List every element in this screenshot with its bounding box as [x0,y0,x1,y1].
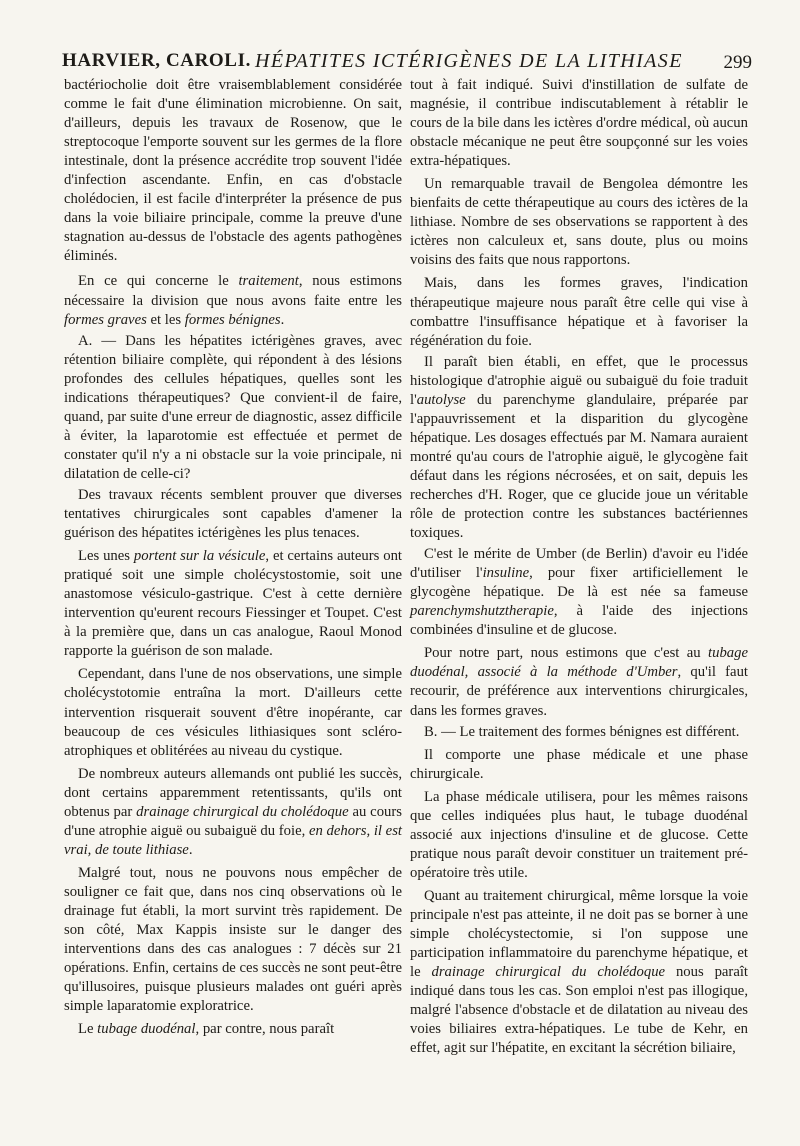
right-paragraph-4 [410,353,748,543]
text-run: Quant au traitement chirurgical, même lorsque la voie principale n'est pas atteinte, il ne doit pas se borner à une simple cholécystectomie, si l'on suppose une participation inflammatoire du parenchyme hépatique, et le [410,887,748,981]
left-paragraph-5 [64,547,402,661]
emphasis-drainage: drainage chirurgical du cholédoque [136,803,349,820]
text-run: . [280,311,285,328]
text-run: De nombreux auteurs allemands ont publié les succès, dont certains apparemment retentissants, qu'ils ont obtenus par [64,765,402,820]
right-paragraph-8: Il comporte une phase médicale et une phase chirurgicale. [410,746,748,782]
text-run: , qu'il faut recourir, de préférence aux interventions chirurgicales, dans les formes graves. [410,664,748,719]
left-paragraph-1: bactériocholie doit être vraisemblablement considérée comme le fait d'une élimination microbienne. On sait, d'ailleurs, depuis les travaux de Rosenow, que le streptocoque l'emporte souvent sur les germes de la flore intestinale, dont la présence accrédite trop souvent l'idée d'infection ascendante. Enfin, en cas d'obstacle cholédocien, il est facile d'interpréter la présence de pus dans la voie biliaire principale, comme la preuve d'une stagnation au-dessus de l'obstacle des agents pathogènes éliminés. [64,77,402,265]
text-run: nous paraît indiqué dans tous les cas. Son emploi n'est pas illogique, malgré l'absence d'obstacle et de dilatation au niveau des voies biliaires extra-hépatiques. Le tube de Kehr, en effet, agit sur l'hépatite, en excitant la sécrétion biliaire, [410,964,749,1057]
emphasis-insuline: insuline [482,565,530,582]
emphasis-traitement: traitement [238,273,299,290]
text-run: , et certains auteurs ont pratiqué soit une simple cholécystostomie, soit une anastomose vésiculo-gastrique. C'est à cette dernière intervention qu'eurent recours Fiessinger et Toupet. C'est à la première que, dans un cas analogue, Raoul Monod rapporte la guérison de son malade. [64,548,402,660]
page-number: 299 [723,52,752,73]
text-run: Il paraît bien établi, en effet, que le processus histologique d'atrophie aiguë ou subaiguë du foie traduit l' [410,353,748,408]
left-paragraph-8: Malgré tout, nous ne pouvons nous empêcher de souligner ce fait que, dans nos cinq observations où le drainage fut établi, la mort survint très rapidement. De son côté, Max Kappis insiste sur le danger des interventions dans des cas analogues : 7 décès sur 21 opérations. Enfin, certains de ces succès ne sont peut-être qu'illusoires, puisque plusieurs malades ont guéri après simple laparatomie exploratrice. [64,864,402,1015]
text-run: En ce qui concerne le [78,273,239,290]
text-run: Les unes [78,548,134,565]
header-title: HÉPATITES ICTÉRIGÈNES DE LA LITHIASE [255,50,683,72]
emphasis-vesicule: portent sur la vésicule [133,548,266,565]
emphasis-formes-graves: formes graves [64,311,147,328]
left-paragraph-2 [64,272,402,329]
emphasis-lithiase: en dehors, il est vrai, de toute lithiase [64,822,402,858]
running-header [62,50,752,76]
emphasis-tubage-umber: tubage duodénal, associé à la méthode d'Umber [410,645,748,681]
right-column [410,76,748,1060]
emphasis-parenchymshutztherapie: parenchymshutztherapie [410,603,554,620]
text-run: C'est le mérite de Umber (de Berlin) d'avoir eu l'idée d'utiliser l' [410,546,748,582]
text-run: , par contre, nous paraît [195,1021,335,1038]
text-run: Pour notre part, nous estimons que c'est au [424,645,709,662]
text-run: , à l'aide des injections combinées d'insuline et de glucose. [410,603,748,639]
text-run: , nous estimons nécessaire la division que nous avons faite entre les [64,273,402,309]
right-paragraph-9: La phase médicale utilisera, pour les mêmes raisons que celles indiquées plus haut, le tubage duodénal associé aux injections d'insuline et de glucose. Cette pratique nous paraît devoir constituer un traitement pré-opératoire très utile. [410,788,748,881]
left-paragraph-4: Des travaux récents semblent prouver que diverses tentatives chirurgicales sont capables d'amener la guérison des hépatites ictérigènes les plus tenaces. [64,486,402,542]
emphasis-formes-benignes: formes bénignes [184,311,281,328]
text-run: du parenchyme glandulaire, préparée par l'appauvrissement et la disparition du glycogène hépatique. Les dosages effectués par M. Namara auraient montré qu'au cours de l'atrophie aiguë, le glycogène fait défaut dans les régions nécrosées, et on sait, depuis les recherches d'H. Roger, que ce glucide joue un véritable rôle de protection contre les substances bactériennes toxiques. [410,391,748,542]
left-paragraph-3: A. — Dans les hépatites ictérigènes graves, avec rétention biliaire complète, qui répondent à des lésions profondes des cellules hépatiques, quelles sont les indications thérapeutiques? Que convient-il de faire, quand, par suite d'une erreur de diagnostic, assez difficile à éviter, la laparotomie est effectuée et permet de constater qu'il n'y a ni obstacle sur la voie principale, ni dilatation de celle-ci? [64,332,402,482]
right-paragraph-6 [410,644,748,720]
right-paragraph-10 [410,887,748,1058]
left-column [64,76,402,1041]
left-paragraph-7 [64,765,402,860]
left-paragraph-6: Cependant, dans l'une de nos observations, une simple cholécystotomie entraîna la mort. D'ailleurs cette intervention risquerait souvent d'être inopérante, car beaucoup de ces vésicules lithiasiques sont scléro-atrophiques et oblitérées au niveau du cystique. [64,666,402,759]
right-paragraph-3: Mais, dans les formes graves, l'indication thérapeutique majeure nous paraît être celle qui vise à combattre l'insuffisance hépatique et à favoriser la régénération du foie. [410,275,748,349]
emphasis-autolyse: autolyse [416,391,466,408]
right-paragraph-5 [410,545,748,640]
header-authors: HARVIER, CAROLI. [62,50,251,71]
text-run: au cours d'une atrophie aiguë ou subaiguë du foie, [64,803,402,839]
right-paragraph-1: tout à fait indiqué. Suivi d'instillation de sulfate de magnésie, il contribue indiscutablement à rétablir le cours de la bile dans les ictères d'ordre médical, où aucun obstacle mécanique ne peut être soupçonné sur les voies extra-hépatiques. [410,77,748,170]
text-run: Le [78,1021,98,1038]
left-paragraph-9 [64,1020,402,1039]
text-run: . [188,841,193,858]
text-run: , pour fixer artificiellement le glycogène hépatique. De là est née sa fameuse [410,565,748,601]
emphasis-tubage: tubage duodénal [97,1021,196,1038]
right-paragraph-2: Un remarquable travail de Bengolea démontre les bienfaits de cette thérapeutique au cours des ictères de la lithiase. Nombre de ses observations se rapportent à des ictères non calculeux et, sans doute, plus ou moins voisins des faits que nous rapportons. [410,176,748,269]
right-paragraph-7: B. — Le traitement des formes bénignes est différent. [424,723,740,740]
text-run: et les [146,311,185,328]
emphasis-drainage-choledoque: drainage chirurgical du cholédoque [431,964,666,981]
